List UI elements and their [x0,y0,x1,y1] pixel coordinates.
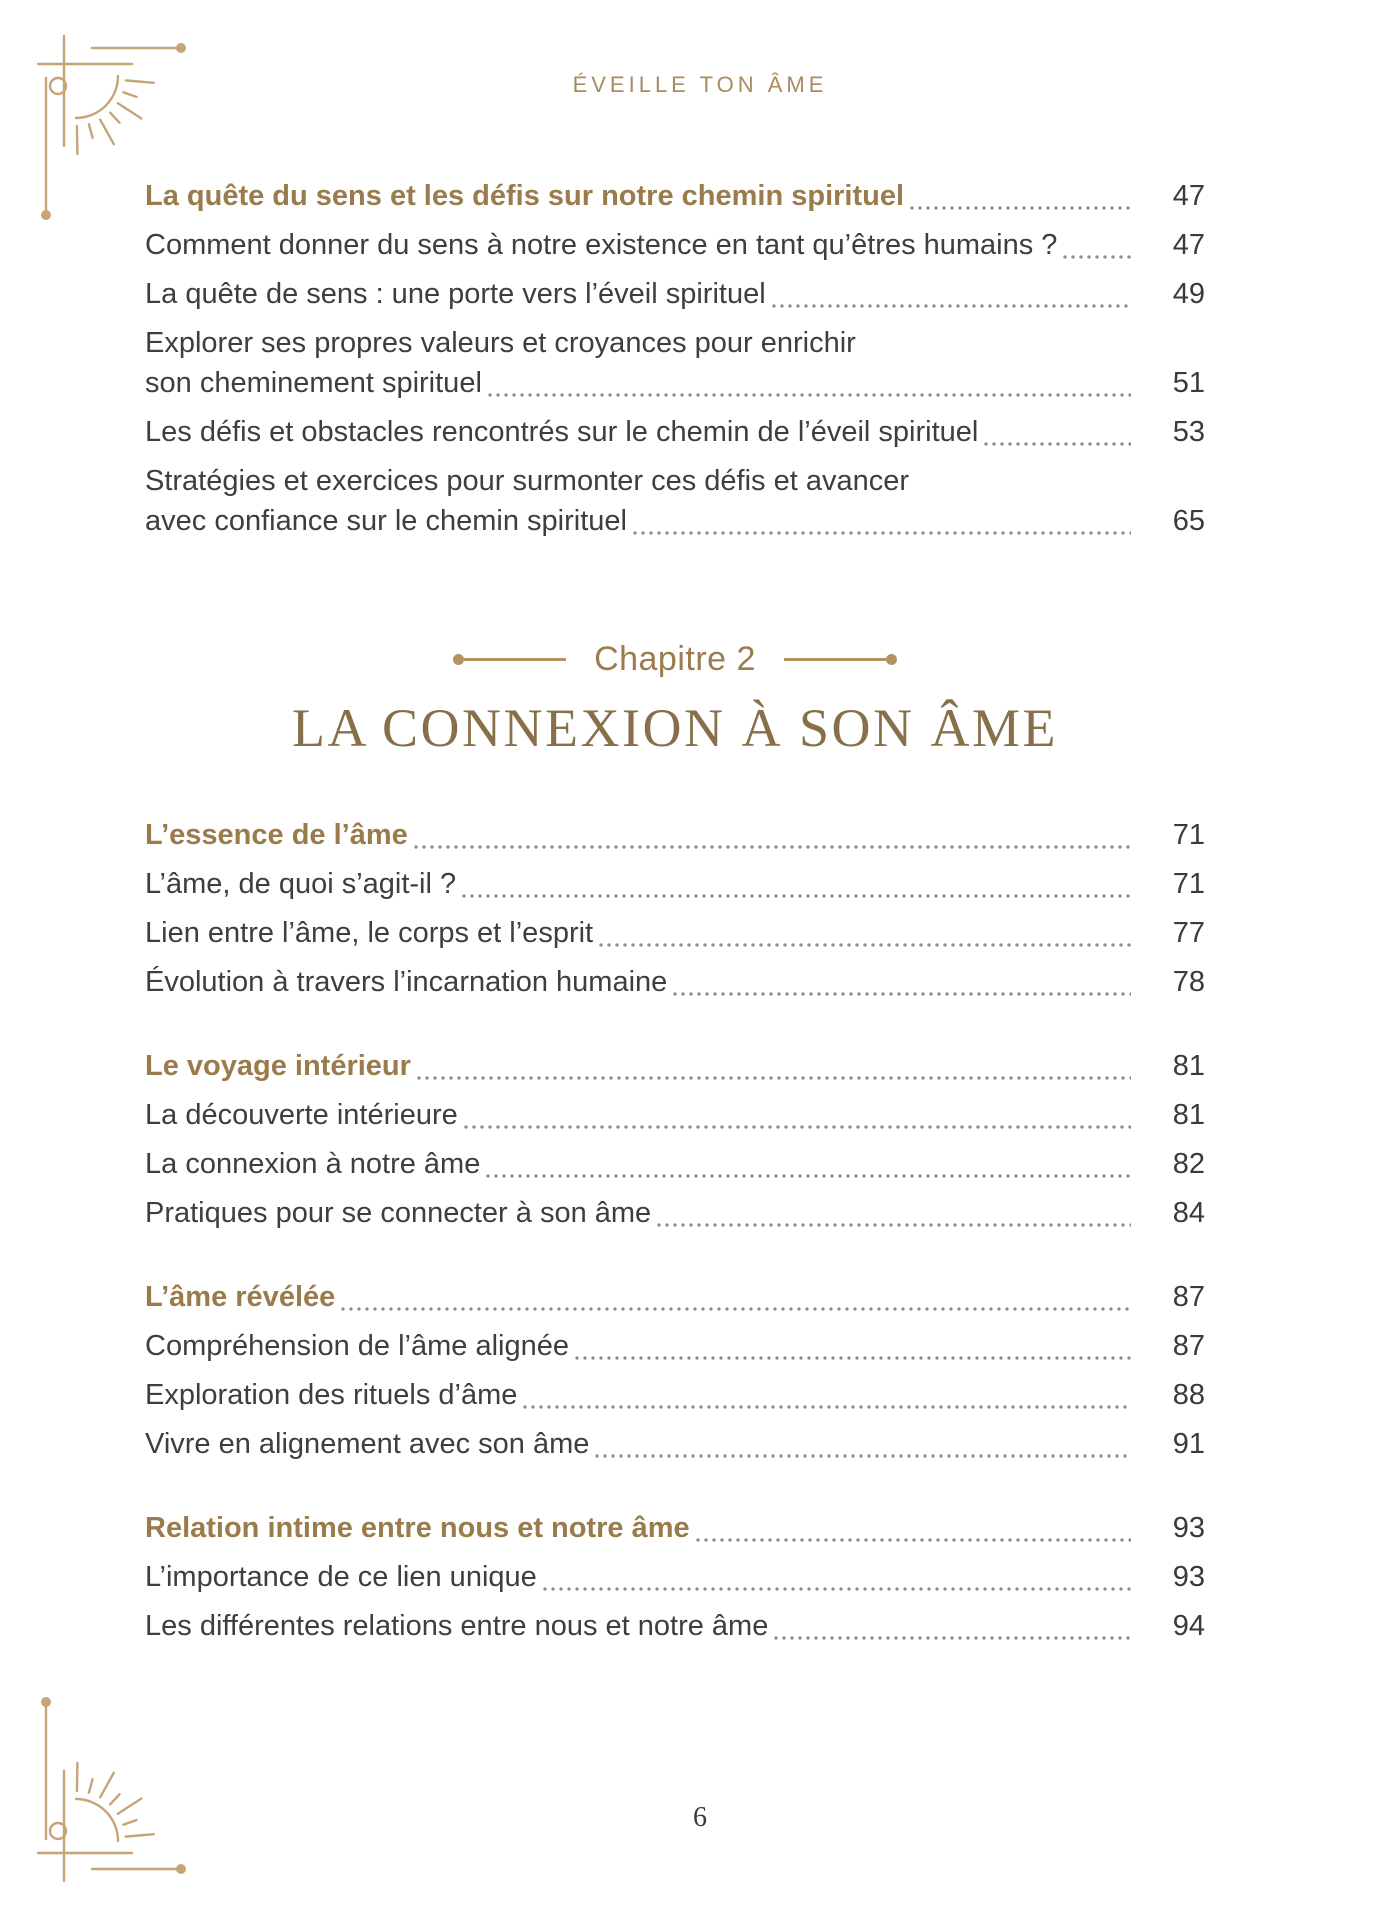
dot-leader [488,363,1131,403]
toc-entry [145,461,1205,541]
toc-entry-page: 94 [1172,1610,1205,1642]
dot-leader [414,815,1131,855]
toc-entry [145,815,1205,855]
toc-block-chapter [145,815,1205,1646]
toc-entry [145,1606,1205,1646]
sun-corner-ornament-bottom-icon [36,1688,186,1883]
toc-entry [145,1326,1205,1366]
toc-block-top [145,176,1205,541]
toc-group [145,815,1205,1002]
toc-entry [145,1144,1205,1184]
dot-leader [1063,225,1131,265]
running-header: ÉVEILLE TON ÂME [572,72,828,97]
toc-entry-page: 65 [1172,505,1205,537]
dot-leader [772,274,1131,314]
toc-entry [145,1375,1205,1415]
toc-entry-label: Vivre en alignement avec son âme [145,1428,590,1460]
toc-entry-label: Explorer ses propres valeurs et croyances pour enrichir [145,327,856,359]
toc-entry-page: 88 [1172,1379,1205,1411]
toc-entry [145,1424,1205,1464]
toc-entry [145,864,1205,904]
dot-leader [673,962,1131,1002]
toc-entry-label: La connexion à notre âme [145,1148,481,1180]
toc-entry-label: L’âme, de quoi s’agit-il ? [145,868,457,900]
divider-line-right-icon [784,658,886,661]
chapter-title: LA CONNEXION À SON ÂME [292,698,1058,758]
toc-entry-label: L’essence de l’âme [145,819,408,851]
toc-entry [145,962,1205,1002]
dot-leader [633,501,1131,541]
dot-leader [595,1424,1131,1464]
dot-leader [341,1277,1131,1317]
dot-leader [696,1508,1131,1548]
toc-entry-label: Le voyage intérieur [145,1050,411,1082]
dot-leader [464,1095,1131,1135]
dot-leader [774,1606,1131,1646]
dot-leader [657,1193,1131,1233]
divider-line-left-icon [464,658,566,661]
toc-entry-page: 47 [1172,180,1205,212]
toc-entry [145,274,1205,314]
toc-entry-page: 84 [1172,1197,1205,1229]
toc-entry-page: 93 [1172,1512,1205,1544]
toc-group [145,1277,1205,1464]
dot-leader [543,1557,1131,1597]
toc-entry-page: 78 [1172,966,1205,998]
toc-entry-label: L’âme révélée [145,1281,336,1313]
toc-entry-label: Compréhension de l’âme alignée [145,1330,569,1362]
toc-entry [145,412,1205,452]
dot-leader [575,1326,1131,1366]
chapter-label-row [145,640,1205,679]
toc-entry [145,913,1205,953]
toc-entry [145,1277,1205,1317]
toc-entry-page: 51 [1172,367,1205,399]
toc-entry-label: La quête du sens et les défis sur notre chemin spirituel [145,180,905,212]
toc-entry-label: Les différentes relations entre nous et notre âme [145,1610,769,1642]
toc-entry-page: 87 [1172,1330,1205,1362]
toc-entry-label: La découverte intérieure [145,1099,458,1131]
toc-entry [145,1193,1205,1233]
toc-entry-label: Pratiques pour se connecter à son âme [145,1197,652,1229]
toc-group [145,1046,1205,1233]
toc-entry-page: 47 [1172,229,1205,261]
toc-entry-page: 49 [1172,278,1205,310]
toc-entry-page: 81 [1172,1050,1205,1082]
toc-entry [145,1508,1205,1548]
toc-entry [145,1046,1205,1086]
toc-entry-page: 93 [1172,1561,1205,1593]
toc-entry-label: Exploration des rituels d’âme [145,1379,518,1411]
dot-leader [910,176,1131,216]
toc-entry-label: Lien entre l’âme, le corps et l’esprit [145,917,594,949]
toc-entry [145,1557,1205,1597]
table-of-contents [145,176,1205,1646]
toc-entry [145,225,1205,265]
dot-leader [417,1046,1131,1086]
toc-entry-label: Comment donner du sens à notre existence en tant qu’êtres humains ? [145,229,1058,261]
folio-page-number: 6 [693,1802,707,1833]
toc-entry-label: avec confiance sur le chemin spirituel [145,505,627,537]
toc-entry-label: Stratégies et exercices pour surmonter ces défis et avancer [145,465,910,497]
dot-leader [984,412,1131,452]
toc-entry [145,176,1205,216]
toc-entry-page: 53 [1172,416,1205,448]
dot-leader [486,1144,1131,1184]
toc-entry-page: 71 [1172,868,1205,900]
toc-entry-page: 71 [1172,819,1205,851]
dot-leader [599,913,1131,953]
toc-entry-page: 77 [1172,917,1205,949]
toc-group [145,1508,1205,1646]
divider-dot-left-icon [453,654,464,665]
dot-leader [523,1375,1131,1415]
toc-entry [145,1095,1205,1135]
chapter-label: Chapitre 2 [594,640,756,678]
toc-entry-label: La quête de sens : une porte vers l’éveil spirituel [145,278,766,310]
toc-entry-page: 82 [1172,1148,1205,1180]
toc-entry-label: Relation intime entre nous et notre âme [145,1512,690,1544]
toc-entry-page: 81 [1172,1099,1205,1131]
divider-dot-right-icon [886,654,897,665]
toc-entry-label: son cheminement spirituel [145,367,482,399]
toc-entry-label: L’importance de ce lien unique [145,1561,537,1593]
toc-entry-page: 91 [1172,1428,1205,1460]
toc-entry-label: Évolution à travers l’incarnation humaine [145,966,668,998]
toc-entry [145,323,1205,403]
dot-leader [462,864,1131,904]
toc-entry-page: 87 [1172,1281,1205,1313]
chapter-heading [145,640,1205,759]
toc-entry-label: Les défis et obstacles rencontrés sur le chemin de l’éveil spirituel [145,416,979,448]
